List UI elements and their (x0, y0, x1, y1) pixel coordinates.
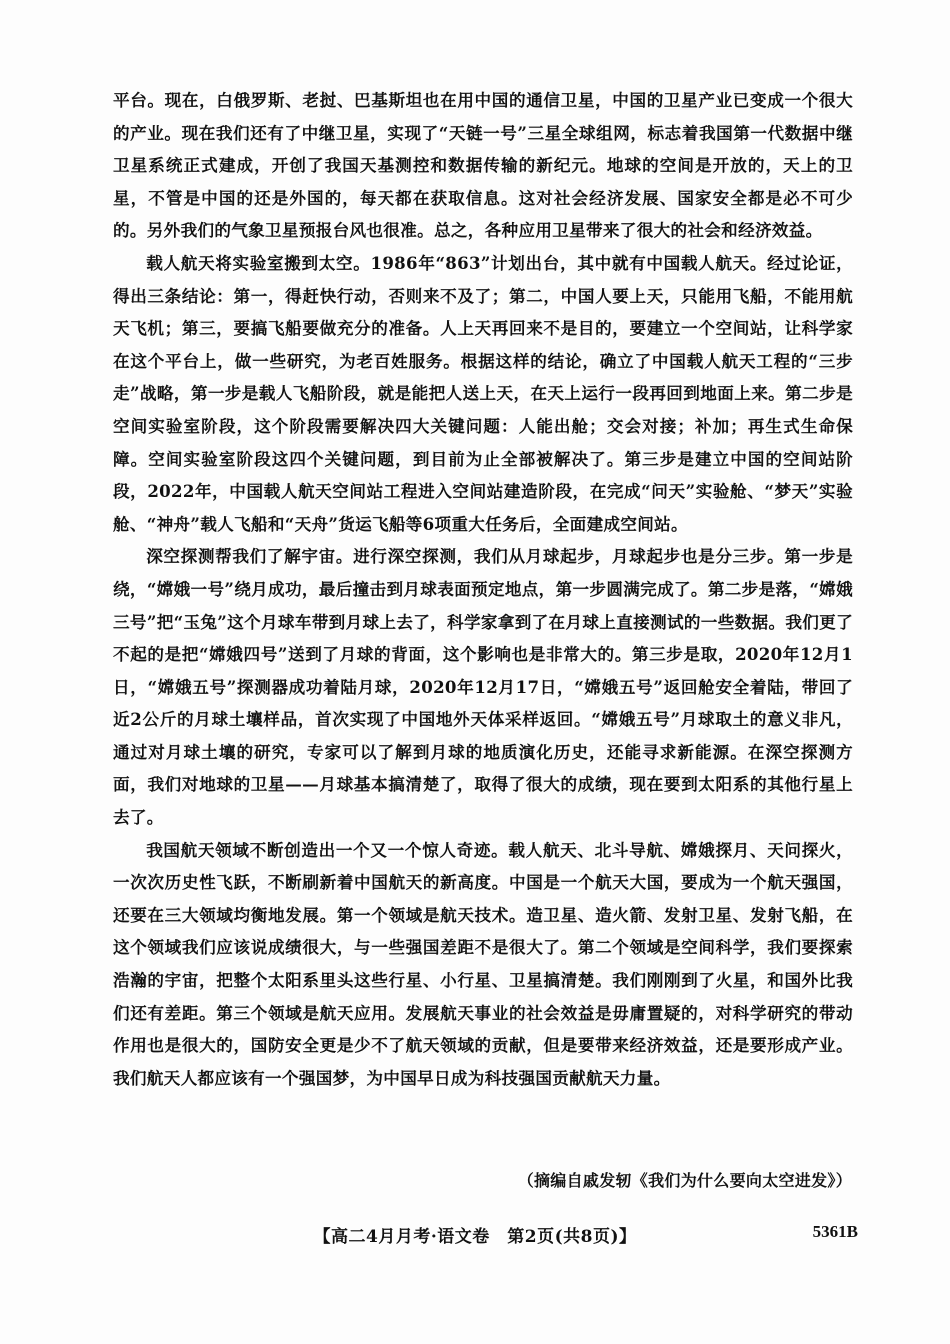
paragraph-4: 我国航天领域不断创造出一个又一个惊人奇迹。载人航天、北斗导航、嫦娥探月、天问探火，一次次历史性飞跃，不断刷新着中国航天的新高度。中国是一个航天大国，要成为一个航天强国，还要在三大领域均衡地发展。第一个领域是航天技术。造卫星、造火箭、发射卫星、发射飞船，在这个领域我们应该说成绩很大，与一些强国差距不是很大了。第二个领域是空间科学，我们要探索浩瀚的宇宙，把整个太阳系里头这些行星、小行星、卫星搞清楚。我们刚刚到了火星，和国外比我们还有差距。第三个领域是航天应用。发展航天事业的社会效益是毋庸置疑的，对科学研究的带动作用也是很大的，国防安全更是少不了航天领域的贡献，但是要带来经济效益，还是要形成产业。我们航天人都应该有一个强国梦，为中国早日成为科技强国贡献航天力量。 (113, 839, 853, 1088)
paragraph-1: 平台。现在，白俄罗斯、老挝、巴基斯坦也在用中国的通信卫星，中国的卫星产业已变成一个很大的产业。现在我们还有了中继卫星，实现了“天链一号”三星全球组网，标志着我国第一代数据中继卫星系统正式建成，开创了我国天基测控和数据传输的新纪元。地球的空间是开放的，天上的卫星，不管是中国的还是外国的，每天都在获取信息。这对社会经济发展、国家安全都是必不可少的。另外我们的气象卫星预报台风也很准。总之，各种应用卫星带来了很大的社会和经济效益。 (113, 90, 853, 241)
footer-code: 5361B (812, 1222, 858, 1241)
page-footer (0, 1222, 950, 1252)
article-body (113, 84, 853, 1094)
footer-title: 【高二4月月考·语文卷 第2页(共8页)】 (313, 1227, 637, 1247)
paragraph-2: 载人航天将实验室搬到太空。1986年“863”计划出台，其中就有中国载人航天。经过论证，得出三条结论：第一，得赶快行动，否则来不及了；第二，中国人要上天，只能用飞船，不能用航天飞机；第三，要搞飞船要做充分的准备。人上天再回来不是目的，要建立一个空间站，让科学家在这个平台上，做一些研究，为老百姓服务。根据这样的结论，确立了中国载人航天工程的“三步走”战略，第一步是载人飞船阶段，就是能把人送上天，在天上运行一段再回到地面上来。第二步是空间实验室阶段，这个阶段需要解决四大关键问题：人能出舱；交会对接；补加；再生式生命保障。空间实验室阶段这四个关键问题，到目前为止全部被解决了。第三步是建立中国的空间站阶段，2022年，中国载人航天空间站工程进入空间站建造阶段，在完成“问天”实验舱、“梦天”实验舱、“神舟”载人飞船和“天舟”货运飞船等6项重大任务后，全面建成空间站。 (113, 252, 853, 534)
paragraph-3: 深空探测帮我们了解宇宙。进行深空探测，我们从月球起步，月球起步也是分三步。第一步是绕，“嫦娥一号”绕月成功，最后撞击到月球表面预定地点，第一步圆满完成了。第二步是落，“嫦娥三号”把“玉兔”这个月球车带到月球上去了，科学家拿到了在月球上直接测试的一些数据。我们更了不起的是把“嫦娥四号”送到了月球的背面，这个影响也是非常大的。第三步是取，2020年12月1日，“嫦娥五号”探测器成功着陆月球，2020年12月17日，“嫦娥五号”返回舱安全着陆，带回了近2公斤的月球土壤样品，首次实现了中国地外天体采样返回。“嫦娥五号”月球取土的意义非凡，通过对月球土壤的研究，专家可以了解到月球的地质演化历史，还能寻求新能源。在深空探测方面，我们对地球的卫星——月球基本搞清楚了，取得了很大的成绩，现在要到太阳系的其他行星上去了。 (113, 546, 853, 828)
source-citation: （摘编自戚发轫《我们为什么要向太空进发》） (517, 1171, 852, 1190)
